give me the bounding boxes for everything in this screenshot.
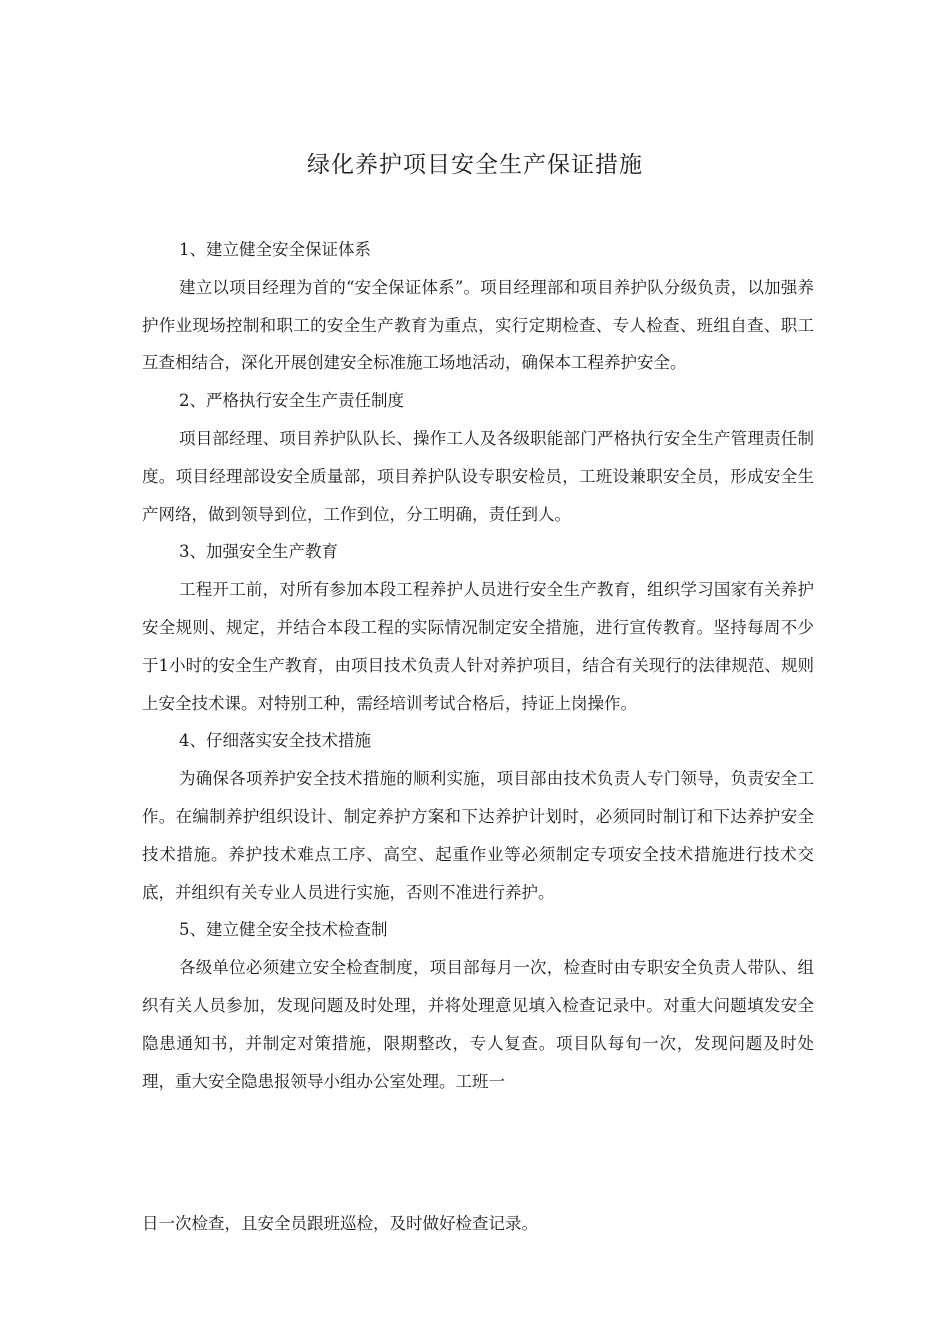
section-2-paragraph: 项目部经理、项目养护队队长、操作工人及各级职能部门严格执行安全生产管理责任制度。项目经理部设安全质量部，项目养护队设专职安检员，工班设兼职安全员，形成安全生产网络，做到领导到位，工作到位，分工明确，责任到人。 [142, 428, 814, 524]
section-1-heading: 1、建立健全安全保证体系 [179, 240, 371, 259]
section-3-paragraph: 工程开工前，对所有参加本段工程养护人员进行安全生产教育，组织学习国家有关养护安全规则、规定，并结合本段工程的实际情况制定安全措施，进行宣传教育。坚持每周不少于1小时的安全生产教育，由项目技术负责人针对养护项目，结合有关现行的法律规范、规则上安全技术课。对特别工种，需经培训考试合格后，持证上岗操作。 [142, 580, 814, 713]
section-4-heading: 4、仔细落实安全技术措施 [179, 731, 371, 751]
section-2-heading: 2、严格执行安全生产责任制度 [179, 391, 404, 411]
page-title: 绿化养护项目安全生产保证措施 [307, 152, 643, 178]
section-4-paragraph: 为确保各项养护安全技术措施的顺利实施，项目部由技术负责人专门领导，负责安全工作。在编制养护组织设计、制定养护方案和下达养护计划时，必须同时制订和下达养护安全技术措施。养护技术难点工序、高空、起重作业等必须制定专项安全技术措施进行技术交底，并组织有关专业人员进行实施，否则不准进行养护。 [142, 769, 814, 902]
section-5-heading: 5、建立健全安全技术检查制 [179, 920, 388, 940]
document-body [142, 231, 814, 1100]
continuation-line: 日一次检查，且安全员跟班巡检，及时做好检查记录。 [142, 1214, 538, 1233]
section-5-paragraph: 各级单位必须建立安全检查制度，项目部每月一次，检查时由专职安全负责人带队、组织有关人员参加，发现问题及时处理，并将处理意见填入检查记录中。对重大问题填发安全隐患通知书，并制定对策措施，限期整改，专人复查。项目队每旬一次，发现问题及时处理，重大安全隐患报领导小组办公室处理。工班一 [142, 958, 814, 1091]
section-1-paragraph: 建立以项目经理为首的“安全保证体系”。项目经理部和项目养护队分级负责，以加强养护作业现场控制和职工的安全生产教育为重点，实行定期检查、专人检查、班组自查、职工互查相结合，深化开展创建安全标准施工场地活动，确保本工程养护安全。 [142, 277, 814, 373]
section-3-heading: 3、加强安全生产教育 [179, 542, 338, 562]
